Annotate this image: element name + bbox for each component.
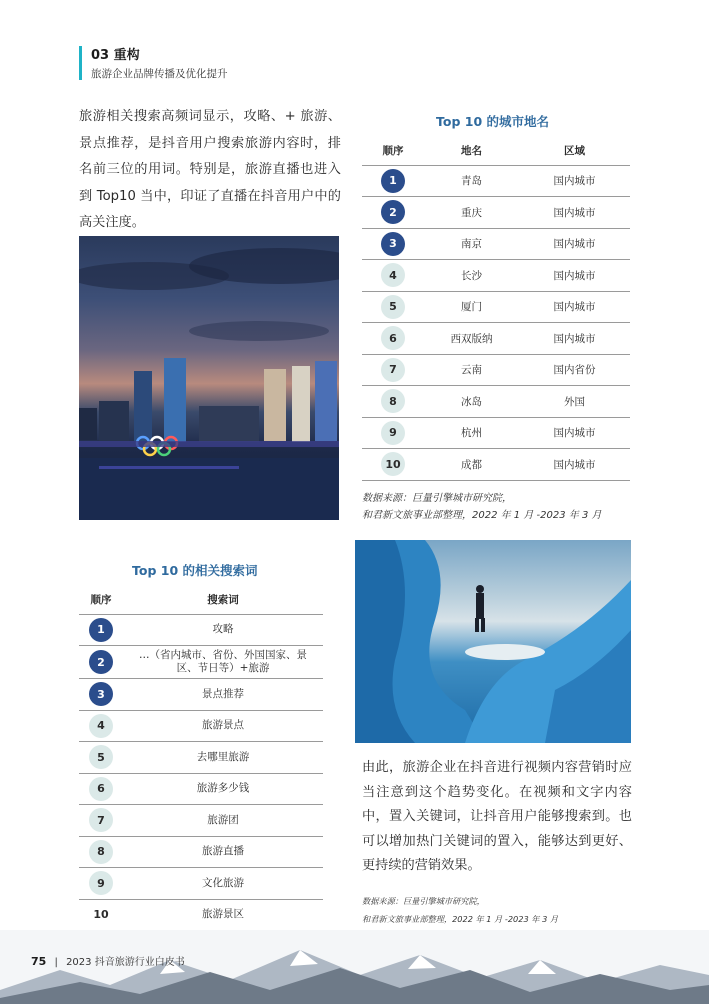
rank-badge: 4 bbox=[89, 714, 113, 738]
rank-badge: 8 bbox=[89, 840, 113, 864]
city-region-cell: 国内城市 bbox=[519, 228, 630, 260]
city-region-cell: 国内城市 bbox=[519, 260, 630, 292]
rank-badge: 10 bbox=[381, 452, 405, 476]
city-rank-cell bbox=[362, 354, 424, 386]
search-col-term-header: 搜索词 bbox=[123, 586, 323, 614]
search-rank-cell bbox=[79, 805, 123, 837]
city-region-cell: 外国 bbox=[519, 386, 630, 418]
rank-badge: 5 bbox=[89, 745, 113, 769]
bottom-caption-line1: 数据来源：巨量引擎城市研究院， bbox=[362, 896, 485, 906]
search-table bbox=[79, 586, 323, 931]
bottom-caption-line2: 和君新文旅事业部整理，2022 年 1 月 -2023 年 3 月 bbox=[362, 914, 559, 924]
rank-badge: 5 bbox=[381, 295, 405, 319]
rank-badge: 8 bbox=[381, 389, 405, 413]
city-region-cell: 国内城市 bbox=[519, 417, 630, 449]
ice-cave-photo bbox=[355, 540, 631, 743]
rank-badge: 1 bbox=[381, 169, 405, 193]
footer-separator: | bbox=[54, 957, 58, 968]
city-name-cell: 厦门 bbox=[424, 291, 519, 323]
section-subtitle: 旅游企业品牌传播及优化提升 bbox=[91, 68, 228, 80]
search-table-row bbox=[79, 742, 323, 774]
search-table-row bbox=[79, 710, 323, 742]
city-rank-cell bbox=[362, 165, 424, 197]
city-name-cell: 杭州 bbox=[424, 417, 519, 449]
search-table-row bbox=[79, 868, 323, 900]
page-footer bbox=[31, 953, 185, 968]
ice-cave-illustration bbox=[355, 540, 631, 743]
search-rank-cell bbox=[79, 773, 123, 805]
city-col-region-header: 区域 bbox=[519, 137, 630, 165]
city-name-cell: 成都 bbox=[424, 449, 519, 481]
city-rank-cell bbox=[362, 386, 424, 418]
search-table-row bbox=[79, 899, 323, 931]
search-rank-cell bbox=[79, 868, 123, 900]
search-term-cell: 旅游团 bbox=[123, 805, 323, 837]
city-name-cell: 云南 bbox=[424, 354, 519, 386]
search-term-cell: 文化旅游 bbox=[123, 868, 323, 900]
city-region-cell: 国内城市 bbox=[519, 197, 630, 229]
search-rank-cell bbox=[79, 679, 123, 711]
city-rank-cell bbox=[362, 197, 424, 229]
city-name-cell: 南京 bbox=[424, 228, 519, 260]
city-region-cell: 国内城市 bbox=[519, 291, 630, 323]
rank-badge: 2 bbox=[381, 200, 405, 224]
city-table-row bbox=[362, 228, 630, 260]
rank-badge: 4 bbox=[381, 263, 405, 287]
search-table-row bbox=[79, 836, 323, 868]
search-col-rank-header: 顺序 bbox=[79, 586, 123, 614]
search-term-cell: 景点推荐 bbox=[123, 679, 323, 711]
search-rank-cell bbox=[79, 646, 123, 679]
search-table-row bbox=[79, 805, 323, 837]
rank-badge: 10 bbox=[93, 908, 109, 922]
search-rank-cell bbox=[79, 899, 123, 931]
search-table-title: Top 10 的相关搜索词 bbox=[132, 563, 258, 578]
rank-badge: 9 bbox=[89, 871, 113, 895]
section-title: 03 重构 bbox=[91, 48, 140, 63]
search-term-cell: 旅游多少钱 bbox=[123, 773, 323, 805]
search-term-cell: 旅游景点 bbox=[123, 710, 323, 742]
city-table bbox=[362, 137, 630, 481]
search-term-cell: …（省内城市、省份、外国国家、景区、节日等）+旅游 bbox=[123, 646, 323, 679]
city-rank-cell bbox=[362, 260, 424, 292]
city-name-cell: 西双版纳 bbox=[424, 323, 519, 355]
search-table-row bbox=[79, 614, 323, 646]
rank-badge: 6 bbox=[89, 777, 113, 801]
city-skyline-illustration bbox=[79, 236, 339, 520]
city-region-cell: 国内城市 bbox=[519, 323, 630, 355]
city-table-row bbox=[362, 417, 630, 449]
city-rank-cell bbox=[362, 417, 424, 449]
search-rank-cell bbox=[79, 710, 123, 742]
city-col-name-header: 地名 bbox=[424, 137, 519, 165]
rank-badge: 7 bbox=[89, 808, 113, 832]
intro-paragraph: 旅游相关搜索高频词显示，攻略、+ 旅游、景点推荐，是抖音用户搜索旅游内容时，排名前三位的用词。特别是，旅游直播也进入到 Top10 当中，印证了直播在抖音用户中的高关注度。 bbox=[79, 109, 341, 230]
city-name-cell: 长沙 bbox=[424, 260, 519, 292]
city-table-row bbox=[362, 291, 630, 323]
city-rank-cell bbox=[362, 449, 424, 481]
rank-badge: 3 bbox=[89, 682, 113, 706]
city-rank-cell bbox=[362, 291, 424, 323]
search-term-cell: 旅游直播 bbox=[123, 836, 323, 868]
city-name-cell: 冰岛 bbox=[424, 386, 519, 418]
city-table-row bbox=[362, 386, 630, 418]
footer-doc-title: 2023 抖音旅游行业白皮书 bbox=[66, 957, 185, 968]
city-skyline-photo bbox=[79, 236, 339, 520]
city-table-row bbox=[362, 165, 630, 197]
rank-badge: 2 bbox=[89, 650, 113, 674]
search-term-cell: 去哪里旅游 bbox=[123, 742, 323, 774]
city-name-cell: 重庆 bbox=[424, 197, 519, 229]
rank-badge: 6 bbox=[381, 326, 405, 350]
search-rank-cell bbox=[79, 742, 123, 774]
city-rank-cell bbox=[362, 228, 424, 260]
city-table-row bbox=[362, 323, 630, 355]
city-table-row bbox=[362, 260, 630, 292]
city-rank-cell bbox=[362, 323, 424, 355]
search-term-cell: 旅游景区 bbox=[123, 899, 323, 931]
city-table-row bbox=[362, 197, 630, 229]
rank-badge: 3 bbox=[381, 232, 405, 256]
rank-badge: 9 bbox=[381, 421, 405, 445]
page-number: 75 bbox=[31, 955, 47, 968]
city-table-caption-line1: 数据来源：巨量引擎城市研究院， bbox=[362, 493, 512, 504]
rank-badge: 7 bbox=[381, 358, 405, 382]
city-table-row bbox=[362, 449, 630, 481]
search-term-cell: 攻略 bbox=[123, 614, 323, 646]
city-region-cell: 国内省份 bbox=[519, 354, 630, 386]
section-accent-bar bbox=[79, 46, 82, 80]
conclusion-paragraph: 由此，旅游企业在抖音进行视频内容营销时应当注意到这个趋势变化。在视频和文字内容中，置入关键词，让抖音用户能够搜索到。也可以增加热门关键词的置入，能够达到更好、更持续的营销效果。 bbox=[362, 760, 632, 873]
search-table-row bbox=[79, 679, 323, 711]
search-rank-cell bbox=[79, 836, 123, 868]
city-table-caption-line2: 和君新文旅事业部整理，2022 年 1 月 -2023 年 3 月 bbox=[362, 510, 602, 521]
city-table-row bbox=[362, 354, 630, 386]
city-table-title: Top 10 的城市地名 bbox=[436, 114, 550, 129]
search-rank-cell bbox=[79, 614, 123, 646]
city-col-rank-header: 顺序 bbox=[362, 137, 424, 165]
city-name-cell: 青岛 bbox=[424, 165, 519, 197]
city-region-cell: 国内城市 bbox=[519, 165, 630, 197]
city-region-cell: 国内城市 bbox=[519, 449, 630, 481]
search-table-row bbox=[79, 646, 323, 679]
rank-badge: 1 bbox=[89, 618, 113, 642]
search-table-row bbox=[79, 773, 323, 805]
